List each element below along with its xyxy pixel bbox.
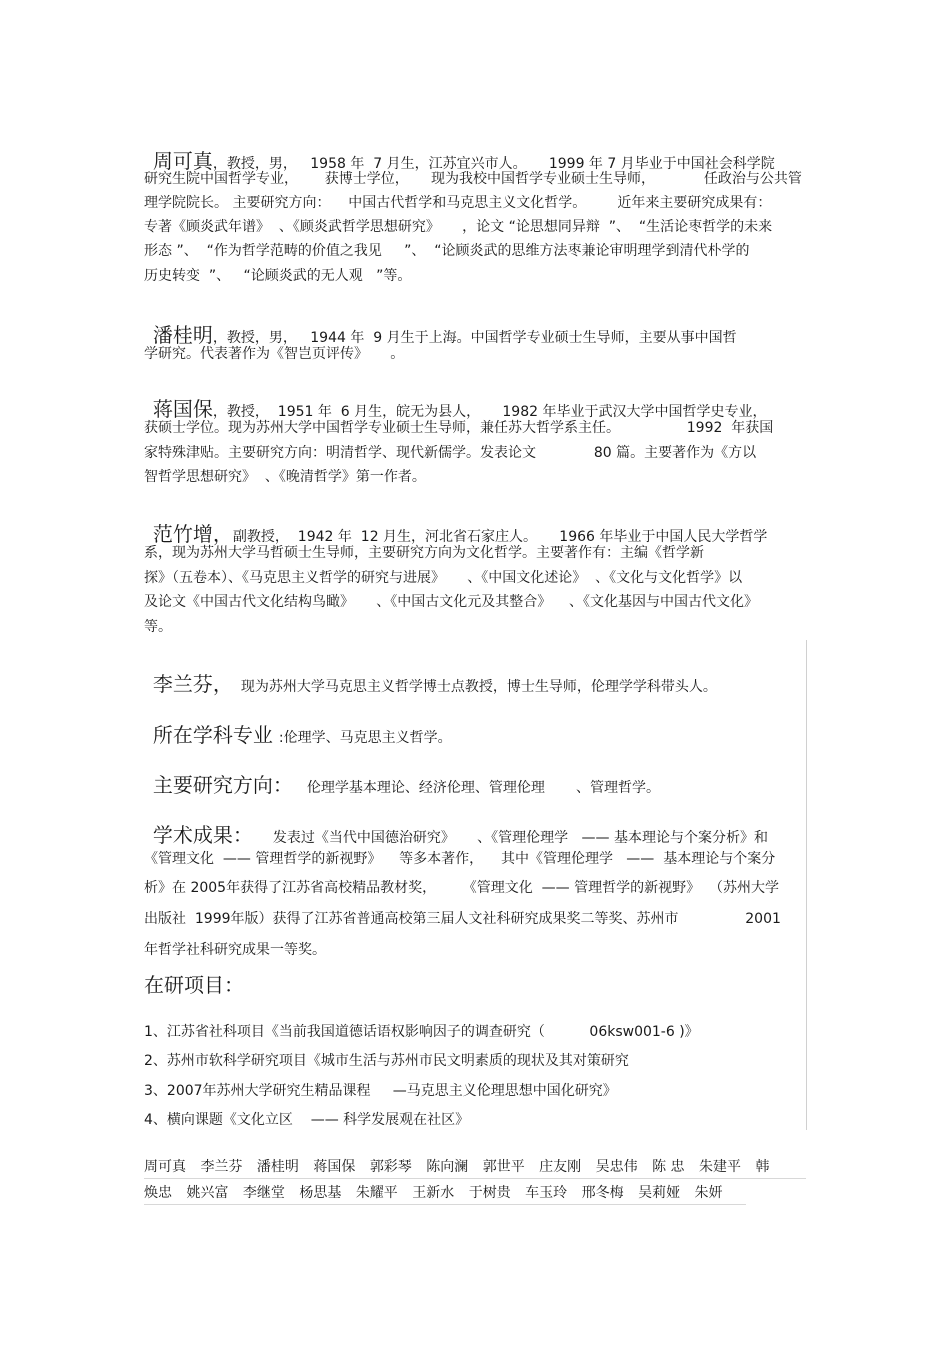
profile-name-fan: 范竹增，	[152, 522, 233, 546]
projects-label: 在研项目：	[144, 973, 244, 997]
achievements-label: 学术成果：	[152, 823, 253, 847]
faculty-name[interactable]: 吴莉娅	[638, 1185, 681, 1201]
project-item: 2、苏州市软科学研究项目《城市生活与苏州市民文明素质的现状及其对策研究	[144, 1053, 629, 1069]
faculty-name[interactable]: 朱妍	[694, 1185, 723, 1201]
faculty-name[interactable]: 潘桂明	[256, 1159, 299, 1175]
profile-name-pan: 潘桂明	[152, 323, 213, 347]
project-item: 3、2007年苏州大学研究生精品课程 —马克思主义伦理思想中国化研究》	[144, 1083, 617, 1099]
profile-text: 获硕士学位。现为苏州大学中国哲学专业硕士生导师，兼任苏大哲学系主任。 1992 年获国	[144, 420, 774, 436]
profile-jiang-line1	[144, 378, 766, 422]
faculty-name[interactable]: 陈向澜	[426, 1159, 469, 1175]
achievements-text: 年哲学社科研究成果一等奖。	[144, 942, 326, 958]
project-item: 4、横向课题《文化立区 —— 科学发展观在社区》	[144, 1112, 470, 1128]
project-item: 1、江苏省社科项目《当前我国道德话语权影响因子的调查研究（ 06ksw001-6 )》	[144, 1024, 699, 1040]
profile-name-jiang: 蒋国保	[152, 397, 213, 421]
faculty-name[interactable]: 邢冬梅	[581, 1185, 624, 1201]
achievements-text: 出版社 1999年版）获得了江苏省普通高校第三届人文社科研究成果奖二等奖、苏州市 2001	[144, 911, 781, 927]
profile-name-li: 李兰芬，	[152, 672, 233, 696]
profile-text: 学研究。代表著作为《智岂页评传》 。	[144, 346, 405, 362]
profile-text: 副教授， 1942 年 12 月生，河北省石家庄人。 1966 年毕业于中国人民大学哲学	[232, 529, 768, 545]
profile-text: 理学院院长。 主要研究方向： 中国古代哲学和马克思主义文化哲学。 近年来主要研究成果有：	[144, 195, 772, 211]
research-row	[144, 754, 660, 798]
faculty-name[interactable]: 周可真	[144, 1159, 186, 1175]
profile-zhou-line1	[144, 130, 775, 174]
profile-text: 历史转变 ”、 “论顾炎武的无人观 ”等。	[144, 268, 412, 284]
faculty-name[interactable]: 姚兴富	[186, 1185, 229, 1201]
profile-text: ，教授，男， 1958 年 7 月生，江苏宜兴市人。 1999 年 7 月毕业于中国社会科学院	[212, 156, 775, 172]
profile-text: ，教授，男， 1944 年 9 月生于上海。中国哲学专业硕士生导师，主要从事中国哲	[212, 330, 737, 346]
faculty-name[interactable]: 朱耀平	[355, 1185, 398, 1201]
profile-text: 探》（五卷本）、《马克思主义哲学的研究与进展》 、《中国文化述论》 、《文化与文化哲学》以	[144, 570, 743, 586]
achievements-text: 析》在 2005年获得了江苏省高校精品教材奖， 《管理文化 —— 管理哲学的新视野》 （苏州大学	[144, 880, 780, 896]
profile-text: 形态 ”、 “作为哲学范畴的价值之我见 ”、 “论顾炎武的思维方法枣兼论审明理学到清代朴学的	[144, 243, 750, 259]
faculty-name[interactable]: 庄友刚	[539, 1159, 582, 1175]
research-label: 主要研究方向：	[152, 773, 293, 797]
faculty-name[interactable]: 陈 忠	[652, 1159, 685, 1175]
divider	[144, 1204, 746, 1205]
faculty-name[interactable]: 车玉玲	[525, 1185, 568, 1201]
faculty-name[interactable]: 杨思基	[299, 1185, 342, 1201]
profile-text: 及论文《中国古代文化结构鸟瞰》 、《中国古文化元及其整合》 、《文化基因与中国古代文化》	[144, 594, 759, 610]
profile-text: 家特殊津贴。主要研究方向：明清哲学、现代新儒学。发表论文 80 篇。主要著作为《方以	[144, 445, 757, 461]
profile-text: 智哲学思想研究》 、《晚清哲学》第一作者。	[144, 469, 426, 485]
faculty-name[interactable]: 朱建平	[698, 1159, 741, 1175]
profile-text: ，教授， 1951 年 6 月生，皖无为县人， 1982 年毕业于武汉大学中国哲学史专业，	[212, 404, 767, 420]
faculty-row-2	[144, 1184, 733, 1202]
field-row	[144, 704, 452, 748]
faculty-name[interactable]: 李兰芬	[200, 1159, 243, 1175]
achievements-text: 《管理文化 —— 管理哲学的新视野》 等多本著作， 其中《管理伦理学 —— 基本理论与个案分	[144, 851, 776, 867]
faculty-name[interactable]: 焕忠	[144, 1185, 172, 1201]
faculty-row-1	[144, 1158, 779, 1176]
faculty-name[interactable]: 吴忠伟	[595, 1159, 638, 1175]
faculty-name[interactable]: 李继堂	[242, 1185, 285, 1201]
achievements-row	[144, 804, 768, 848]
profile-li-line1	[144, 653, 717, 697]
faculty-name[interactable]: 蒋国保	[313, 1159, 356, 1175]
faculty-name[interactable]: 于树贵	[468, 1185, 511, 1201]
faculty-name[interactable]: 王新水	[412, 1185, 455, 1201]
research-value: 伦理学基本理论、经济伦理、管理伦理 、管理哲学。	[306, 780, 661, 796]
faculty-name[interactable]: 韩	[755, 1159, 770, 1175]
divider	[144, 1178, 806, 1179]
field-value: :伦理学、马克思主义哲学。	[278, 730, 452, 746]
field-label: 所在学科专业	[152, 723, 273, 747]
profile-fan-line1	[144, 503, 767, 547]
achievements-text: 发表过《当代中国德治研究》 、《管理伦理学 —— 基本理论与个案分析》和	[272, 830, 768, 846]
profile-text: 等。	[144, 619, 172, 635]
profile-text: 专著《顾炎武年谱》 、《顾炎武哲学思想研究》 ，论文 “论思想同异辩 ”、 “生活论枣哲学的未来	[144, 219, 773, 235]
faculty-name[interactable]: 郭彩琴	[369, 1159, 412, 1175]
table-border-right	[806, 640, 807, 1130]
profile-text: 系，现为苏州大学马哲硕士生导师，主要研究方向为文化哲学。主要著作有：主编《哲学新	[144, 545, 704, 561]
profile-text: 研究生院中国哲学专业， 获博士学位， 现为我校中国哲学专业硕士生导师， 任政治与公共管	[144, 171, 802, 187]
profile-text: 现为苏州大学马克思主义哲学博士点教授，博士生导师，伦理学学科带头人。	[240, 679, 717, 695]
profile-pan-line1	[144, 304, 737, 348]
faculty-name[interactable]: 郭世平	[482, 1159, 525, 1175]
profile-name-zhou: 周可真	[152, 149, 213, 173]
